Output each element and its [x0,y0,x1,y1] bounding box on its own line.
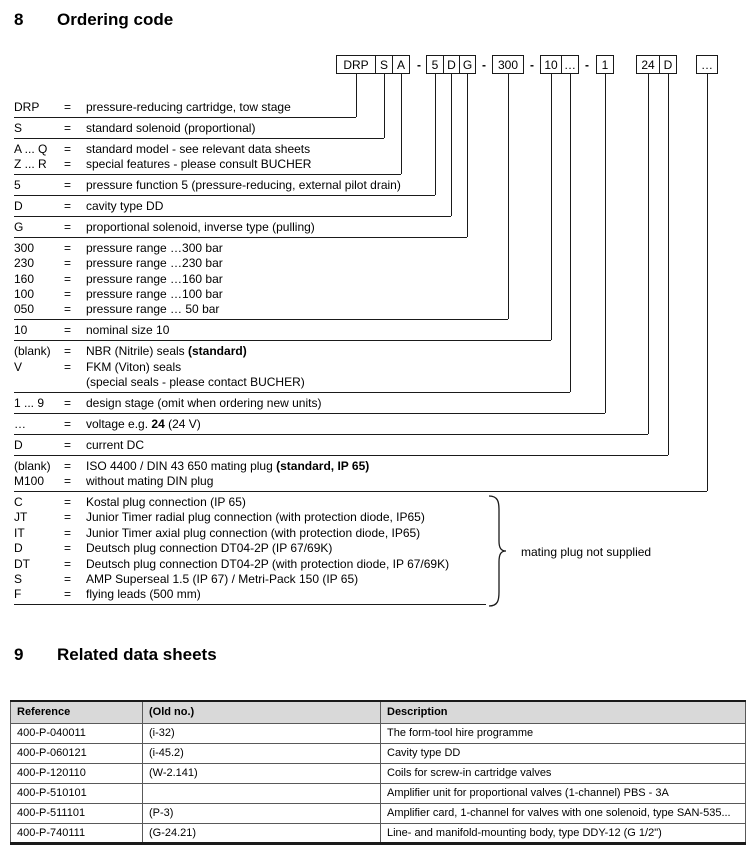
code-separator-dash: - [530,57,534,72]
section-title-text: Related data sheets [57,645,217,664]
legend-equals: = [64,416,72,431]
code-connector-line [551,74,552,340]
code-separator-dash: - [482,57,486,72]
legend-description: pressure-reducing cartridge, tow stage [86,100,291,114]
legend-row [14,101,291,114]
legend-description-segment: (24 V) [164,416,201,431]
legend-group-separator-line [14,138,384,139]
legend-row [14,288,223,301]
legend-code: 300 [14,240,35,255]
legend-code: M100 [14,474,45,488]
table-row [11,763,746,783]
legend-code: (blank) [14,458,51,473]
table-row [11,803,746,823]
table-cell: Coils for screw-in cartridge valves [381,763,746,783]
legend-description: Deutsch plug connection DT04-2P (IP 67/69K) [86,541,333,556]
legend-description-segment: ISO 4400 / DIN 43 650 mating plug [86,458,277,473]
legend-equals: = [64,525,72,540]
table-cell: The form-tool hire programme [381,723,746,743]
ordering-code-box: A [392,55,410,74]
legend-code: 100 [14,287,35,301]
legend-description-segment: voltage e.g. [86,416,152,431]
legend-equals: = [64,556,72,571]
table-row [11,823,746,843]
ordering-code-box: … [696,55,718,74]
legend-description: proportional solenoid, inverse type (pulling) [86,219,315,234]
legend-equals: = [64,178,72,193]
legend-code: 160 [14,271,35,286]
legend-description [86,417,201,431]
legend-row [14,242,223,255]
legend-equals: = [64,199,72,213]
legend-row [14,345,247,358]
legend-description: without mating DIN plug [86,474,214,488]
code-separator-dash: - [417,57,421,72]
legend-code: JT [14,510,28,525]
table-cell: (i-32) [143,723,381,743]
legend-group-separator-line [14,392,570,393]
legend-equals: = [64,287,72,301]
code-connector-line [648,74,649,434]
legend-equals: = [64,359,72,374]
section-title-text: Ordering code [57,10,174,29]
legend-description-segment: NBR (Nitrile) seals [86,344,189,359]
legend-group-separator-line [14,195,435,196]
table-header-row [11,701,746,723]
legend-equals: = [64,587,72,602]
legend-equals: = [64,458,72,473]
legend-description: pressure range …100 bar [86,287,223,301]
table-cell: 400-P-510101 [11,783,143,803]
legend-description: AMP Superseal 1.5 (IP 67) / Metri-Pack 150 (IP 65) [86,571,359,586]
legend-description: Junior Timer axial plug connection (with protection diode, IP65) [86,525,421,540]
legend-description-segment: (standard, IP 65) [276,458,370,473]
legend-row [14,273,223,286]
legend-code: DT [14,556,30,571]
legend-equals: = [64,395,72,410]
legend-description-segment: (standard) [188,344,247,359]
legend-group-separator-line [14,434,648,435]
section-ordering-code-title [14,10,173,30]
section-number: 8 [14,10,24,29]
table-row [11,723,746,743]
legend-description: Deutsch plug connection DT04-2P (with protection diode, IP 67/69K) [86,556,450,571]
legend-description: standard solenoid (proportional) [86,120,256,135]
table-cell: Line- and manifold-mounting body, type DDY-12 (G 1/2") [381,823,746,843]
legend-row [14,200,163,213]
legend-description-segment: 24 [151,416,165,431]
legend-code: S [14,571,23,586]
legend-row [14,158,311,171]
table-cell: (G-24.21) [143,823,381,843]
legend-group-separator-line [14,174,401,175]
legend-code: 050 [14,302,35,317]
legend-row [14,376,305,389]
legend-code: F [14,587,22,602]
table-header-cell: (Old no.) [143,701,381,723]
table-header-cell: Reference [11,701,143,723]
legend-row [14,558,449,571]
legend-row [14,143,310,156]
legend-equals: = [64,256,72,271]
legend-row [14,397,321,410]
legend-description: pressure function 5 (pressure-reducing, external pilot drain) [86,178,401,193]
code-connector-line [570,74,571,392]
legend-row [14,542,332,555]
legend-description: Junior Timer radial plug connection (with protection diode, IP65) [86,510,425,525]
legend-description [86,459,369,473]
section-related-data-sheets-title [14,645,217,665]
ordering-code-box: DRP [336,55,376,74]
ordering-code-box: G [459,55,476,74]
table-cell: (i-45.2) [143,743,381,763]
legend-equals: = [64,240,72,255]
legend-code: C [14,494,23,509]
legend-code: IT [14,525,25,540]
legend-code: A ... Q [14,141,48,156]
ordering-code-box: D [659,55,677,74]
ordering-code-box: S [375,55,393,74]
code-connector-line [508,74,509,319]
legend-row [14,257,223,270]
table-cell: 400-P-740111 [11,823,143,843]
code-connector-line [384,74,385,138]
plug-options-brace [489,495,507,607]
ordering-code-box: … [561,55,579,74]
legend-row [14,460,369,473]
legend-group-separator-line [14,604,486,605]
legend-equals: = [64,219,72,234]
table-row [11,743,746,763]
ordering-code-box: 24 [636,55,660,74]
legend-equals: = [64,571,72,586]
legend-description: special features - please consult BUCHER [86,157,312,172]
legend-equals: = [64,474,72,488]
legend-description: current DC [86,437,145,452]
legend-row [14,122,255,135]
legend-equals: = [64,437,72,452]
legend-equals: = [64,302,72,317]
legend-equals: = [64,157,72,172]
legend-equals: = [64,271,72,286]
legend-equals: = [64,510,72,525]
table-cell: 400-P-060121 [11,743,143,763]
legend-code: D [14,541,23,556]
legend-row [14,221,315,234]
table-cell: (W-2.141) [143,763,381,783]
legend-row [14,527,420,540]
legend-code: G [14,219,24,234]
legend-description: pressure range … 50 bar [86,302,220,317]
legend-group-separator-line [14,117,356,118]
table-cell: 400-P-511101 [11,803,143,823]
mating-plug-note: mating plug not supplied [521,545,652,559]
table-cell: 400-P-120110 [11,763,143,783]
legend-group-separator-line [14,216,451,217]
legend-row [14,179,401,192]
legend-equals: = [64,494,72,509]
legend-code: DRP [14,100,40,114]
legend-equals: = [64,141,72,156]
legend-description: pressure range …230 bar [86,256,223,271]
ordering-code-box: 1 [596,55,614,74]
legend-code: 10 [14,323,28,338]
legend-description: cavity type DD [86,199,164,213]
legend-description: FKM (Viton) seals [86,359,182,374]
ordering-code-box: D [443,55,460,74]
legend-code: D [14,199,23,213]
legend-row [14,573,358,586]
ordering-code-box: 10 [540,55,562,74]
legend-equals: = [64,541,72,556]
legend-group-separator-line [14,340,551,341]
legend-row [14,588,201,601]
ordering-code-box: 5 [426,55,444,74]
code-connector-line [467,74,468,237]
legend-row [14,361,181,374]
legend-group-separator-line [14,491,707,492]
table-cell: (P-3) [143,803,381,823]
section-number: 9 [14,645,24,664]
legend-group-separator-line [14,413,605,414]
table-cell: Amplifier card, 1-channel for valves with one solenoid, type SAN-535... [381,803,746,823]
table-cell [143,783,381,803]
legend-description: (special seals - please contact BUCHER) [86,375,305,389]
legend-description: Kostal plug connection (IP 65) [86,494,246,509]
legend-row [14,324,169,337]
legend-equals: = [64,120,72,135]
legend-description: pressure range …160 bar [86,271,223,286]
code-connector-line [401,74,402,174]
code-connector-line [605,74,606,413]
legend-equals: = [64,323,72,338]
code-connector-line [668,74,669,455]
legend-description: pressure range …300 bar [86,240,223,255]
legend-code: V [14,359,23,374]
legend-row [14,418,201,431]
table-cell: Amplifier unit for proportional valves (1-channel) PBS - 3A [381,783,746,803]
legend-group-separator-line [14,319,508,320]
legend-description: nominal size 10 [86,323,170,338]
code-connector-line [707,74,708,491]
table-cell: 400-P-040011 [11,723,143,743]
legend-code: … [14,416,26,431]
legend-row [14,475,213,488]
table-row [11,783,746,803]
legend-row [14,496,246,509]
ordering-code-box: 300 [492,55,524,74]
code-connector-line [435,74,436,195]
legend-description: design stage (omit when ordering new units) [86,395,322,410]
legend-equals: = [64,100,72,114]
legend-code: 1 ... 9 [14,395,45,410]
legend-group-separator-line [14,237,467,238]
legend-code: Z ... R [14,157,47,172]
legend-code: D [14,437,23,452]
legend-description [86,344,247,358]
legend-code: 230 [14,256,35,271]
legend-code: 5 [14,178,21,193]
legend-row [14,511,425,524]
related-data-sheets-table [10,700,746,845]
legend-group-separator-line [14,455,668,456]
table-header-cell: Description [381,701,746,723]
legend-row [14,439,144,452]
code-connector-line [451,74,452,216]
legend-equals: = [64,344,72,359]
legend-row [14,303,219,316]
table-cell: Cavity type DD [381,743,746,763]
code-connector-line [356,74,357,117]
legend-code: S [14,120,23,135]
legend-description: standard model - see relevant data sheets [86,141,311,156]
legend-description: flying leads (500 mm) [86,587,201,602]
legend-code: (blank) [14,344,51,359]
code-separator-dash: - [585,57,589,72]
